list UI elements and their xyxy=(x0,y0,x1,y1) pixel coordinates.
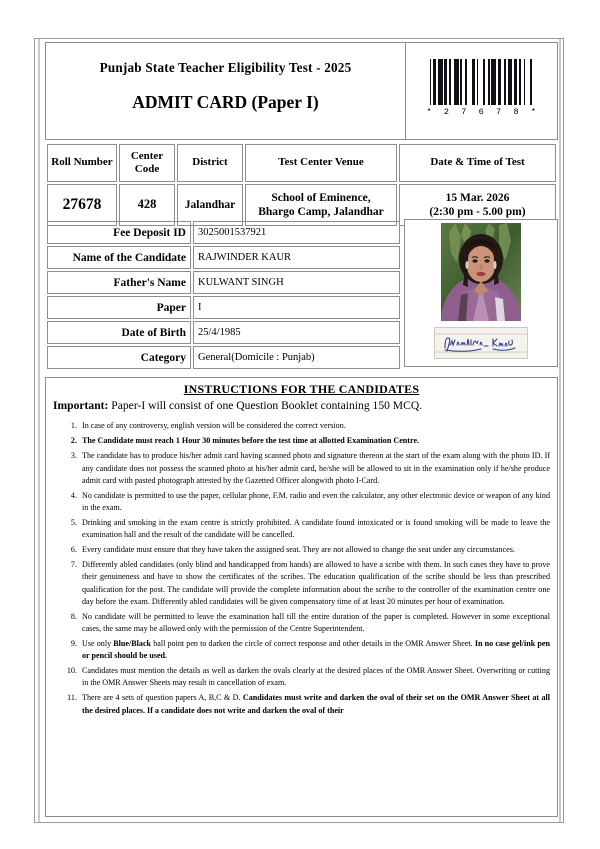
barcode-label: * 2 7 6 7 8 * xyxy=(426,107,540,117)
admit-card-inner-border xyxy=(38,39,561,822)
detail-row xyxy=(47,321,400,344)
detail-row xyxy=(47,346,400,369)
detail-label: Name of the Candidate xyxy=(47,246,191,269)
detail-value: RAJWINDER KAUR xyxy=(193,246,400,269)
detail-value: 3025001537921 xyxy=(193,221,400,244)
instruction-item: 9. Use only Blue/Black ball point pen to darken the circle of correct response and other details in the OMR Answer Sheet. In no case gel/ink pen or pencil should be used. xyxy=(79,638,550,663)
value-roll-number: 27678 xyxy=(47,184,117,226)
barcode-area xyxy=(406,43,557,139)
detail-row xyxy=(47,271,400,294)
detail-row xyxy=(47,246,400,269)
instruction-item: 2. The Candidate must reach 1 Hour 30 minutes before the test time at allotted Examination Centre. xyxy=(79,435,550,447)
document-title: ADMIT CARD (Paper I) xyxy=(132,92,319,112)
admit-card-page xyxy=(34,38,564,823)
instructions-box xyxy=(45,377,558,817)
value-center-code: 428 xyxy=(119,184,175,226)
instruction-item: 10. Candidates must mention the details as well as darken the ovals clearly at the desired places of the OMR Answer Sheet. Overwriting or cutting in the OMR Answer Sheets may result in cancellation of exam. xyxy=(79,665,550,690)
detail-label: Category xyxy=(47,346,191,369)
value-district: Jalandhar xyxy=(177,184,243,226)
venue-line-1: School of Eminence, xyxy=(271,191,371,204)
important-label: Important: xyxy=(53,399,109,412)
header-block xyxy=(45,42,558,140)
header-roll-number: Roll Number xyxy=(47,144,117,182)
detail-value: 25/4/1985 xyxy=(193,321,400,344)
detail-label: Fee Deposit ID xyxy=(47,221,191,244)
detail-row xyxy=(47,221,400,244)
candidate-details-table xyxy=(45,219,402,399)
header-test-center-venue: Test Center Venue xyxy=(245,144,397,182)
date-line-1: 15 Mar. 2026 xyxy=(445,191,510,204)
instruction-item: 3. The candidate has to produce his/her admit card having scanned photo and signature thereon at the start of the exam along with the photo ID. If any candidate does not possess the scanned photo at his/her admit card, he/she will be allowed to sit in the examination only if he/she produce admit card with pasted photograph attested by the Gazetted Officer alongwith photo I-Card. xyxy=(79,450,550,487)
candidate-section xyxy=(45,219,558,399)
instruction-item: 8. No candidate will be permitted to leave the examination hall till the entire duration of the paper is completed. However in some exceptional cases, the same may be allowed only with the permission of the Centre Superintendent. xyxy=(79,611,550,636)
instruction-item: 5. Drinking and smoking in the exam centre is strictly prohibited. A candidate found intoxicated or is found smoking will be made to leave the examination hall and the result of the candidate will be cancelled. xyxy=(79,517,550,542)
venue-line-2: Bhargo Camp, Jalandhar xyxy=(258,206,384,218)
date-line-2: (2:30 pm - 5.00 pm) xyxy=(429,206,526,218)
header-date-time-of-test: Date & Time of Test xyxy=(399,144,556,182)
instruction-item: 1. In case of any controversy, english version will be considered the correct version. xyxy=(79,420,550,432)
instruction-item: 4. No candidate is permitted to use the paper, cellular phone, F.M. radio and even the calculator, any other electronic device or weapon of any kind in the exam. xyxy=(79,490,550,515)
signature-box xyxy=(434,327,528,359)
photo-graphic xyxy=(441,223,521,321)
detail-label: Paper xyxy=(47,296,191,319)
important-text: Paper-I will consist of one Question Booklet containing 150 MCQ. xyxy=(108,399,423,412)
header-center-code: Center Code xyxy=(119,144,175,182)
header-titles xyxy=(46,43,406,139)
detail-value: KULWANT SINGH xyxy=(193,271,400,294)
instruction-item: 6. Every candidate must ensure that they have taken the assigned seat. They are not allowed to change the seat under any circumstances. xyxy=(79,544,550,556)
instruction-item: 11. There are 4 sets of question papers A, B,C & D. Candidates must write and darken the oval of their set on the OMR Answer Sheet at all the desired places. If a candidate does not write and darken the oval of their xyxy=(79,692,550,717)
detail-row xyxy=(47,296,400,319)
detail-label: Date of Birth xyxy=(47,321,191,344)
signature-graphic xyxy=(435,328,527,358)
detail-label: Father's Name xyxy=(47,271,191,294)
candidate-photo xyxy=(441,223,521,321)
barcode-image xyxy=(430,59,534,105)
header-district: District xyxy=(177,144,243,182)
exam-info-table xyxy=(45,142,558,228)
instructions-list xyxy=(53,420,550,716)
detail-value: I xyxy=(193,296,400,319)
important-note xyxy=(53,399,550,413)
instruction-item: 7. Differently abled candidates (only blind and handicapped from hands) are allowed to have a scribe with them. In such cases they have to prove their genuineness and have to show the certificates of the scribes. The education qualification of the scribe should be less than prescribed qualification for the post. The candidate will provide the complete information about the scribe to the controller of the examination centre one day before the exam. Differently abled candidates will be given compensatory time of at least 20 minutes per hour of examination. xyxy=(79,559,550,608)
detail-value: General(Domicile : Punjab) xyxy=(193,346,400,369)
instructions-title: INSTRUCTIONS FOR THE CANDIDATES xyxy=(183,382,420,396)
photo-signature-cell xyxy=(404,219,558,367)
table-header-row xyxy=(47,144,556,182)
exam-title: Punjab State Teacher Eligibility Test - 2025 xyxy=(99,60,352,75)
